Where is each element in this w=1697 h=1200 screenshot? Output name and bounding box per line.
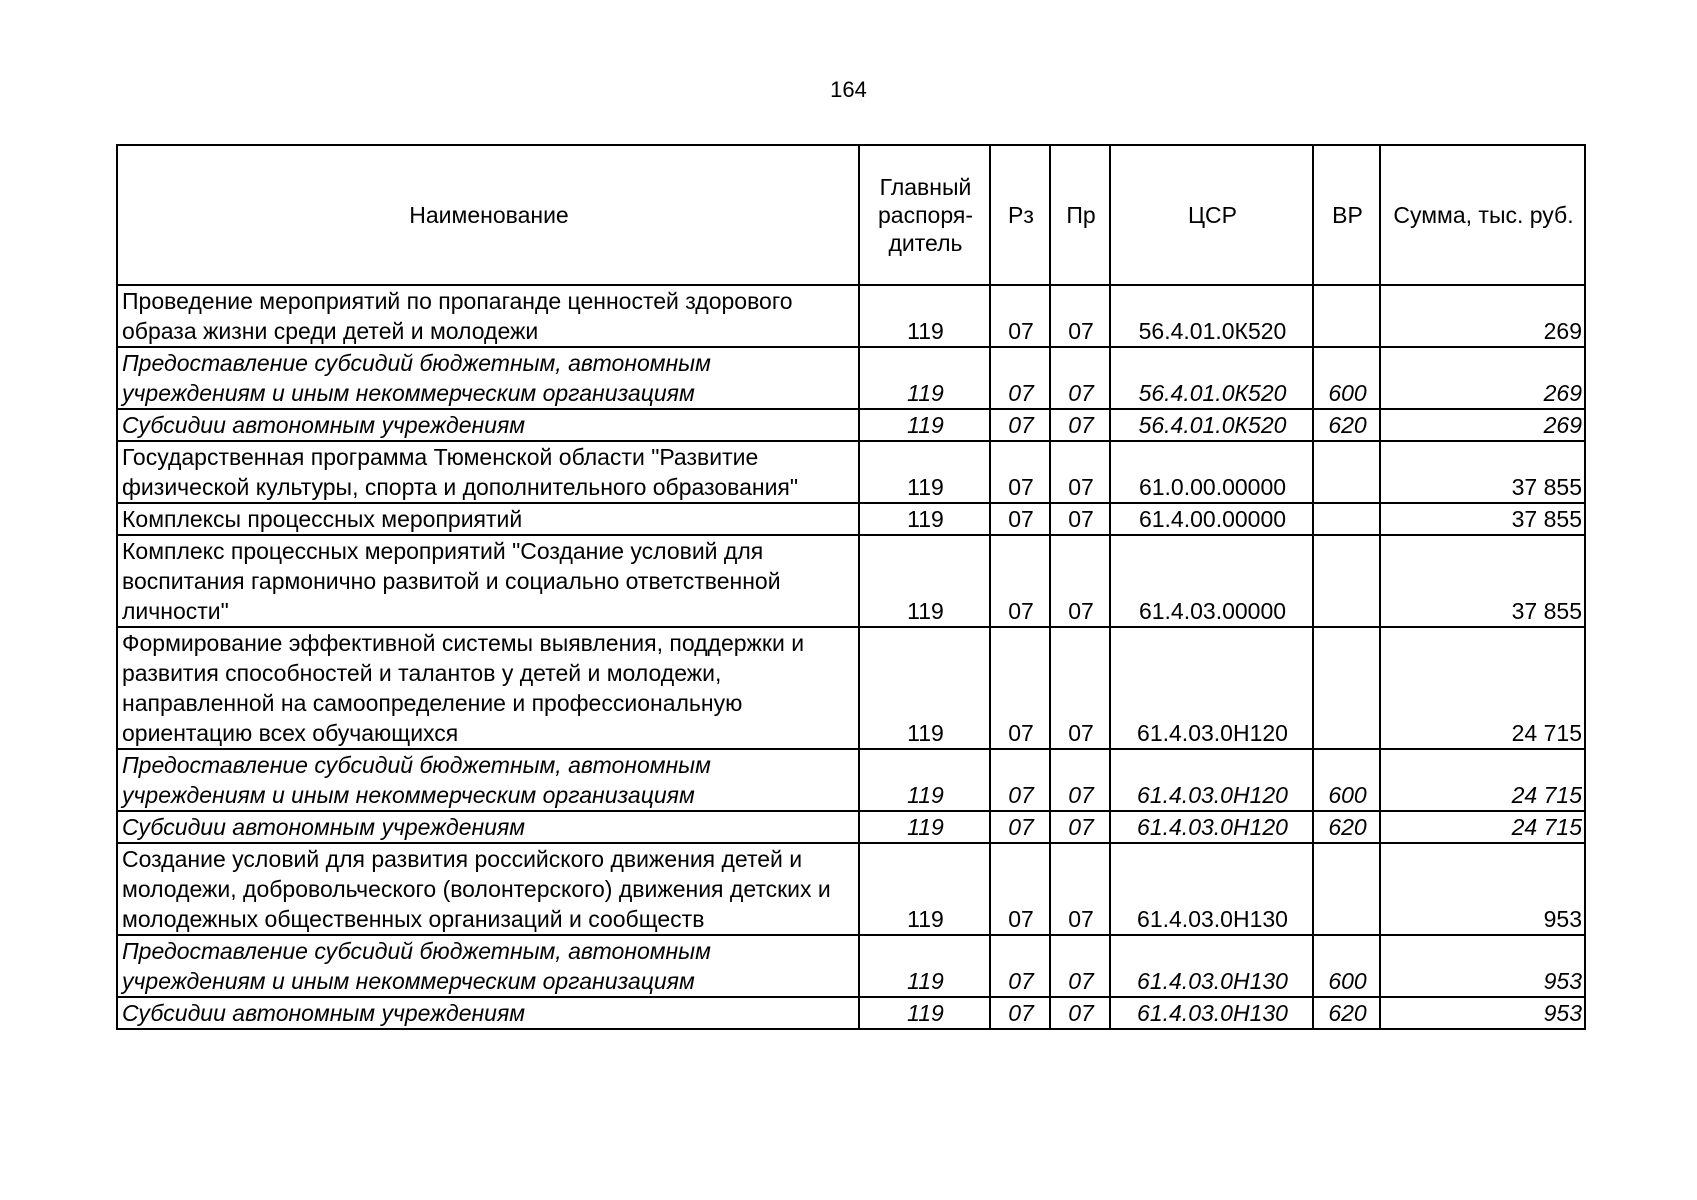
cell-pr: 07	[1050, 441, 1110, 503]
cell-pr: 07	[1050, 997, 1110, 1029]
cell-main-manager: 119	[859, 935, 990, 997]
cell-main-manager: 119	[859, 347, 990, 409]
cell-vr	[1313, 503, 1380, 535]
cell-name: Предоставление субсидий бюджетным, автономным учреждениям и иным некоммерческим организациям	[117, 347, 859, 409]
cell-rz: 07	[990, 935, 1050, 997]
page-number: 164	[830, 77, 867, 102]
cell-main-manager: 119	[859, 409, 990, 441]
table-row	[117, 627, 1585, 749]
table-row	[117, 811, 1585, 843]
table-row	[117, 997, 1585, 1029]
header-main-manager-line-2: распоря-	[878, 202, 973, 228]
header-pr: Пр	[1050, 145, 1110, 285]
cell-sum: 24 715	[1380, 811, 1585, 843]
cell-pr: 07	[1050, 535, 1110, 627]
cell-name: Формирование эффективной системы выявления, поддержки и развития способностей и талантов у детей и молодежи, направленной на самоопределение и профессиональную ориентацию всех обучающихся	[117, 627, 859, 749]
header-main-manager-line-1: Главный	[879, 174, 972, 200]
cell-rz: 07	[990, 503, 1050, 535]
table-row	[117, 935, 1585, 997]
cell-vr	[1313, 441, 1380, 503]
cell-csr: 61.0.00.00000	[1110, 441, 1313, 503]
cell-sum: 269	[1380, 285, 1585, 347]
cell-main-manager: 119	[859, 503, 990, 535]
cell-csr: 56.4.01.0К520	[1110, 409, 1313, 441]
cell-vr	[1313, 535, 1380, 627]
header-main-manager	[859, 145, 990, 285]
cell-pr: 07	[1050, 347, 1110, 409]
cell-pr: 07	[1050, 749, 1110, 811]
cell-main-manager: 119	[859, 997, 990, 1029]
cell-name: Комплексы процессных мероприятий	[117, 503, 859, 535]
header-main-manager-line-3: дитель	[888, 230, 963, 256]
cell-pr: 07	[1050, 285, 1110, 347]
header-sum-line-2: тыс. руб.	[1478, 202, 1574, 228]
cell-sum: 37 855	[1380, 441, 1585, 503]
table-row	[117, 347, 1585, 409]
cell-csr: 61.4.03.0Н130	[1110, 935, 1313, 997]
cell-rz: 07	[990, 441, 1050, 503]
header-csr: ЦСР	[1110, 145, 1313, 285]
cell-name: Создание условий для развития российского движения детей и молодежи, добровольческого (волонтерского) движения детских и молодежных общественных организаций и сообществ	[117, 843, 859, 935]
cell-main-manager: 119	[859, 441, 990, 503]
cell-csr: 61.4.03.0Н120	[1110, 627, 1313, 749]
cell-name: Проведение мероприятий по пропаганде ценностей здорового образа жизни среди детей и молодежи	[117, 285, 859, 347]
cell-csr: 56.4.01.0К520	[1110, 347, 1313, 409]
cell-name: Предоставление субсидий бюджетным, автономным учреждениям и иным некоммерческим организациям	[117, 935, 859, 997]
table-row	[117, 285, 1585, 347]
table-row	[117, 409, 1585, 441]
cell-csr: 61.4.03.0Н120	[1110, 749, 1313, 811]
cell-pr: 07	[1050, 409, 1110, 441]
cell-name: Государственная программа Тюменской области "Развитие физической культуры, спорта и дополнительного образования"	[117, 441, 859, 503]
cell-pr: 07	[1050, 843, 1110, 935]
cell-vr	[1313, 285, 1380, 347]
cell-pr: 07	[1050, 811, 1110, 843]
cell-sum: 24 715	[1380, 627, 1585, 749]
cell-csr: 56.4.01.0К520	[1110, 285, 1313, 347]
cell-vr	[1313, 627, 1380, 749]
cell-sum: 953	[1380, 843, 1585, 935]
table-row	[117, 843, 1585, 935]
table-body	[117, 285, 1585, 1029]
cell-main-manager: 119	[859, 843, 990, 935]
cell-rz: 07	[990, 627, 1050, 749]
cell-vr	[1313, 843, 1380, 935]
header-sum	[1380, 145, 1585, 285]
cell-sum: 37 855	[1380, 503, 1585, 535]
table-row	[117, 441, 1585, 503]
cell-pr: 07	[1050, 503, 1110, 535]
cell-main-manager: 119	[859, 627, 990, 749]
cell-main-manager: 119	[859, 749, 990, 811]
cell-sum: 37 855	[1380, 535, 1585, 627]
cell-rz: 07	[990, 535, 1050, 627]
table-row	[117, 535, 1585, 627]
cell-sum: 24 715	[1380, 749, 1585, 811]
cell-name: Субсидии автономным учреждениям	[117, 409, 859, 441]
cell-vr: 620	[1313, 811, 1380, 843]
cell-pr: 07	[1050, 627, 1110, 749]
cell-rz: 07	[990, 997, 1050, 1029]
cell-sum: 953	[1380, 997, 1585, 1029]
cell-name: Предоставление субсидий бюджетным, автономным учреждениям и иным некоммерческим организациям	[117, 749, 859, 811]
cell-main-manager: 119	[859, 811, 990, 843]
table-row	[117, 749, 1585, 811]
cell-csr: 61.4.03.0Н130	[1110, 843, 1313, 935]
cell-csr: 61.4.03.0Н130	[1110, 997, 1313, 1029]
cell-sum: 269	[1380, 347, 1585, 409]
table-header-row	[117, 145, 1585, 285]
header-sum-line-1: Сумма,	[1393, 202, 1473, 228]
table-row	[117, 503, 1585, 535]
cell-name: Субсидии автономным учреждениям	[117, 997, 859, 1029]
cell-vr: 600	[1313, 347, 1380, 409]
cell-name: Комплекс процессных мероприятий "Создание условий для воспитания гармонично развитой и социально ответственной личности"	[117, 535, 859, 627]
cell-vr: 600	[1313, 749, 1380, 811]
cell-csr: 61.4.00.00000	[1110, 503, 1313, 535]
cell-vr: 620	[1313, 997, 1380, 1029]
cell-csr: 61.4.03.00000	[1110, 535, 1313, 627]
header-rz: Рз	[990, 145, 1050, 285]
cell-pr: 07	[1050, 935, 1110, 997]
cell-main-manager: 119	[859, 285, 990, 347]
budget-table	[116, 144, 1586, 1030]
cell-sum: 953	[1380, 935, 1585, 997]
cell-vr: 620	[1313, 409, 1380, 441]
cell-rz: 07	[990, 347, 1050, 409]
cell-rz: 07	[990, 285, 1050, 347]
cell-rz: 07	[990, 409, 1050, 441]
cell-vr: 600	[1313, 935, 1380, 997]
cell-sum: 269	[1380, 409, 1585, 441]
cell-name: Субсидии автономным учреждениям	[117, 811, 859, 843]
cell-main-manager: 119	[859, 535, 990, 627]
cell-rz: 07	[990, 811, 1050, 843]
cell-csr: 61.4.03.0Н120	[1110, 811, 1313, 843]
header-vr: ВР	[1313, 145, 1380, 285]
cell-rz: 07	[990, 749, 1050, 811]
cell-rz: 07	[990, 843, 1050, 935]
header-name: Наименование	[117, 145, 859, 285]
